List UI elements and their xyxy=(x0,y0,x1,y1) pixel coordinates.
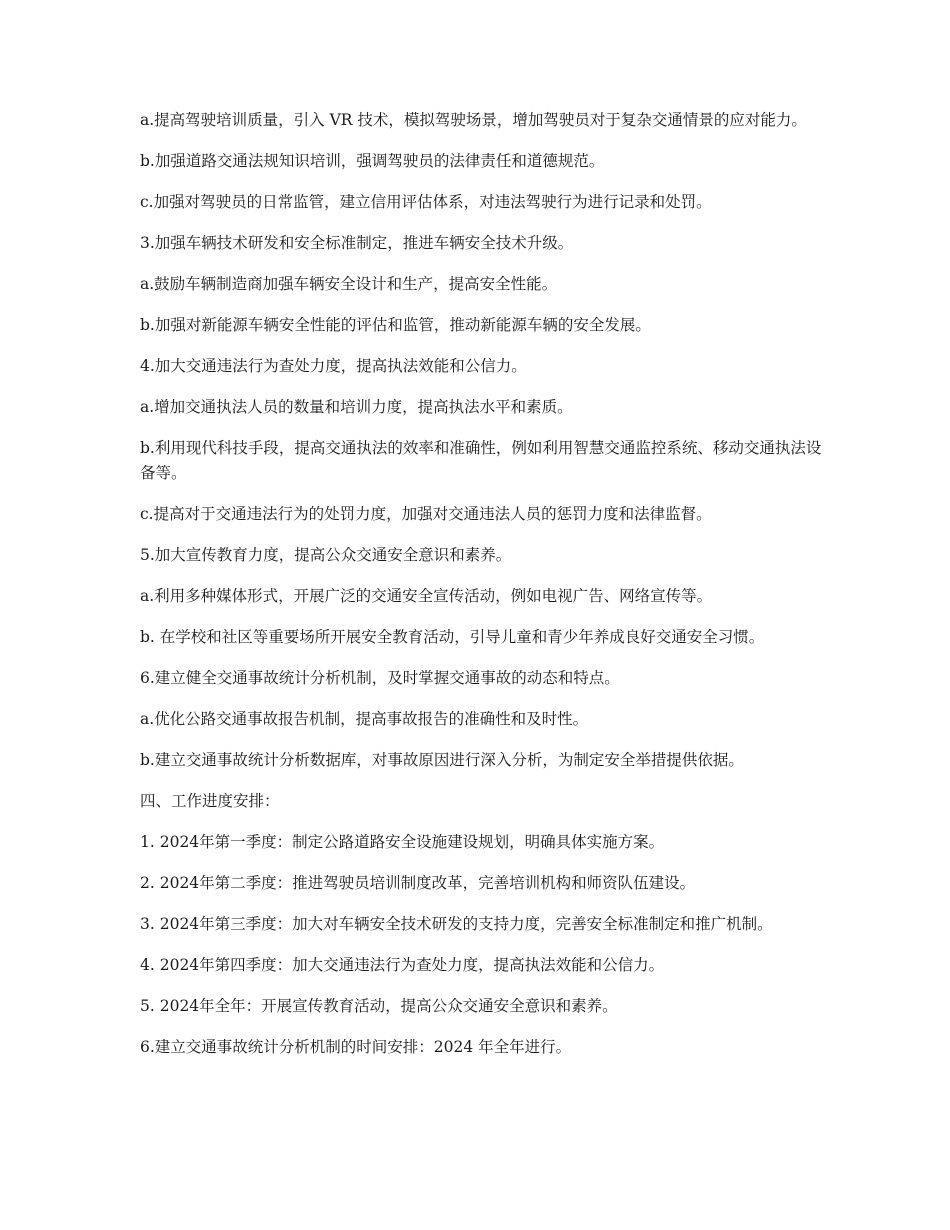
paragraph-training-quality: a.提高驾驶培训质量，引入 VR 技术，模拟驾驶场景，增加驾驶员对于复杂交通情景的应对能力。 xyxy=(140,111,807,129)
paragraph-publicity: 5.加大宣传教育力度，提高公众交通安全意识和素养。 xyxy=(140,546,512,564)
paragraph-accident-statistics: 6.建立健全交通事故统计分析机制，及时掌握交通事故的动态和特点。 xyxy=(140,669,620,687)
paragraph-traffic-law-training: b.加强道路交通法规知识培训，强调驾驶员的法律责任和道德规范。 xyxy=(140,152,605,170)
paragraph-manufacturer-safety: a.鼓励车辆制造商加强车辆安全设计和生产，提高安全性能。 xyxy=(140,275,558,293)
document-page xyxy=(140,108,830,1076)
schedule-item-q2: 2. 2024年第二季度：推进驾驶员培训制度改革，完善培训机构和师资队伍建设。 xyxy=(140,874,696,892)
paragraph-penalties: c.提高对于交通违法行为的处罚力度，加强对交通违法人员的惩罚力度和法律监督。 xyxy=(140,505,712,523)
schedule-item-q3: 3. 2024年第三季度：加大对车辆安全技术研发的支持力度，完善安全标准制定和推广机制。 xyxy=(140,915,773,933)
paragraph-driver-supervision: c.加强对驾驶员的日常监管，建立信用评估体系，对违法驾驶行为进行记录和处罚。 xyxy=(140,193,712,211)
paragraph-enforcement-tech: b.利用现代科技手段，提高交通执法的效率和准确性，例如利用智慧交通监控系统、移动交通执法设备等。 xyxy=(140,439,822,482)
paragraph-enforcement: 4.加大交通违法行为查处力度，提高执法效能和公信力。 xyxy=(140,357,527,375)
section-heading-schedule: 四、工作进度安排： xyxy=(140,792,280,810)
schedule-item-q1: 1. 2024年第一季度：制定公路道路安全设施建设规划，明确具体实施方案。 xyxy=(140,833,665,851)
schedule-item-full-year: 5. 2024年全年：开展宣传教育活动，提高公众交通安全意识和素养。 xyxy=(140,997,618,1015)
paragraph-vehicle-tech: 3.加强车辆技术研发和安全标准制定，推进车辆安全技术升级。 xyxy=(140,234,574,252)
paragraph-accident-database: b.建立交通事故统计分析数据库，对事故原因进行深入分析，为制定安全举措提供依据。 xyxy=(140,751,744,769)
schedule-item-q4: 4. 2024年第四季度：加大交通违法行为查处力度，提高执法效能和公信力。 xyxy=(140,956,665,974)
paragraph-new-energy-vehicles: b.加强对新能源车辆安全性能的评估和监管，推动新能源车辆的安全发展。 xyxy=(140,316,651,334)
paragraph-enforcement-staff: a.增加交通执法人员的数量和培训力度，提高执法水平和素质。 xyxy=(140,398,573,416)
paragraph-school-education: b. 在学校和社区等重要场所开展安全教育活动，引导儿童和青少年养成良好交通安全习惯。 xyxy=(140,628,765,646)
paragraph-media-campaigns: a.利用多种媒体形式，开展广泛的交通安全宣传活动，例如电视广告、网络宣传等。 xyxy=(140,587,713,605)
schedule-item-statistics-mechanism: 6.建立交通事故统计分析机制的时间安排：2024 年全年进行。 xyxy=(140,1038,572,1056)
paragraph-accident-reporting: a.优化公路交通事故报告机制，提高事故报告的准确性和及时性。 xyxy=(140,710,589,728)
